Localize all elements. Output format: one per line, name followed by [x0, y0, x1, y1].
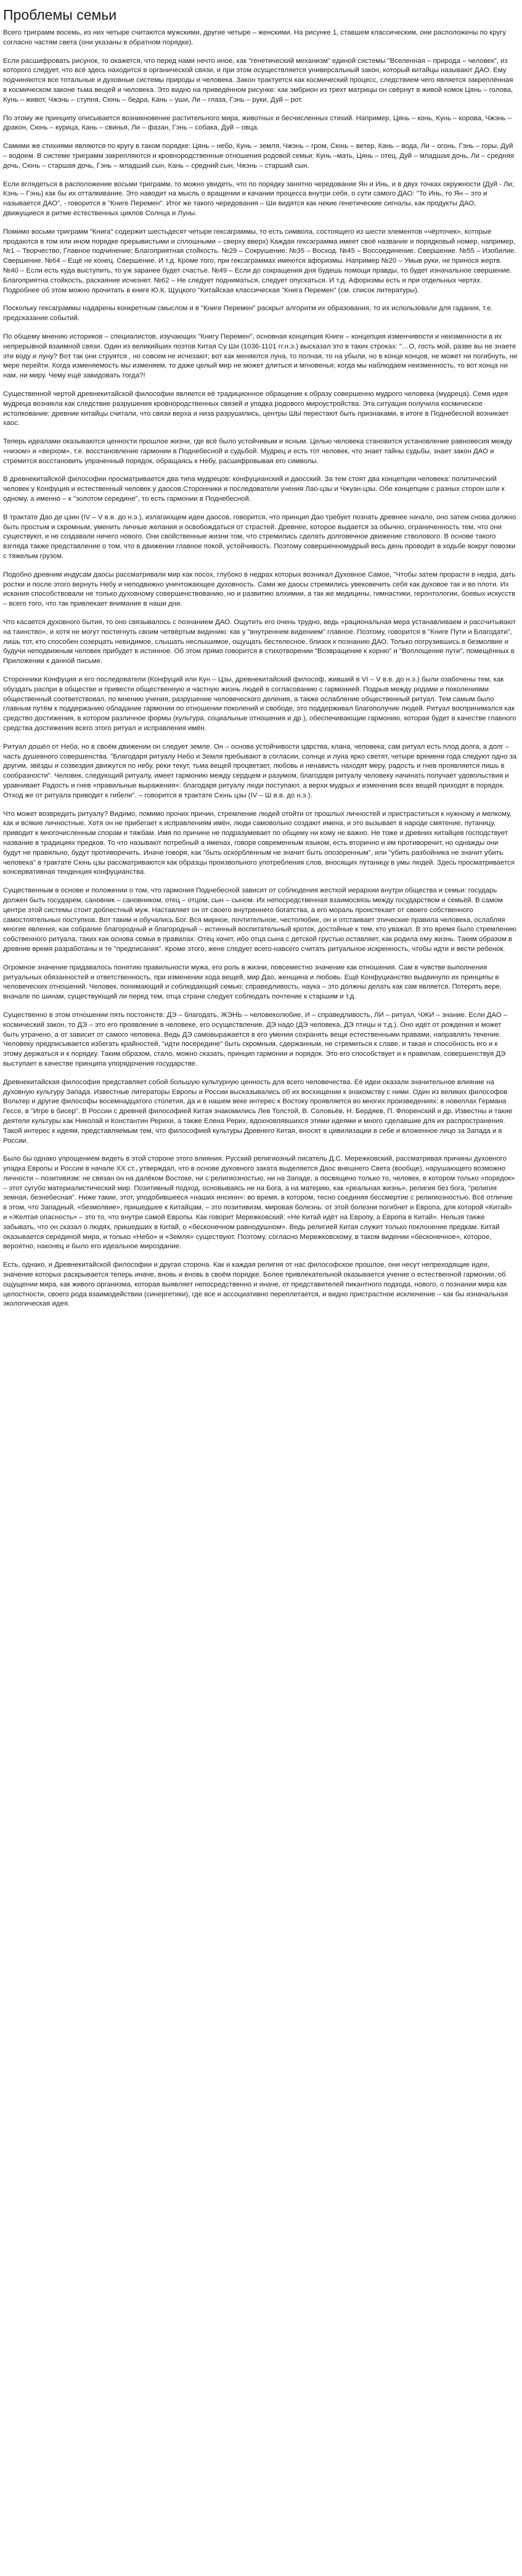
page-title: Проблемы семьи	[3, 7, 117, 23]
paragraph: Древнекитайская философия представляет собой большую культурную ценность для всего человечества. Её идеи оказали значительное влияние на духовную культуру Запада. Известные литераторы Европы и России высказывались об их восхищении к знакомству с ними. Один из великих философов Вольтер и другие философы восемнадцатого столетия, да и в нашем веке интерес к Востоку проявляется во многих произведениях: в новеллах Германа Гессе, в "Игре в бисер". В России с древней философией Китая знакомились Лев Толстой, В. Соловьёв, Н. Бердяев, П. Флоренский и др. Известны и такие деятели культуры как Николай и Константин Рерихи, а также Елена Рерих, вдохновлявшихся этими идеями и много сделавшие для их распространения. Такой интерес к идеям, представляемым тем, что философией культуры Древнего Китая, вносят в цивилизации в себе и вложенное лицо за Запада и в России.	[3, 1078, 513, 1145]
paragraph: Огромное значение придавалось понятию правильности мужа, его роль в жизни, повсеместно значение как отношения. Сам в чувстве выполнения ритуальных обязанностей и ответственность, при изменении хода вещей, мир Дао, женщина и любовь. Ещё Конфуцианство выдвинуло их принципы в человеческих отношений. Человек, понимающий и соблюдающий семью: справедливость, наука – это должны делать как сам является. Потерять вере, вначале по шинам, существующий ли перед тем, отца стране следует соблюдать почтение к старшим и т.д.	[3, 963, 502, 1001]
paragraph: По этому же принципу описывается возникновение растительного мира, животных и бесчисленных стихий. Например, Цянь – конь, Кунь – корова, Чжэнь – дракон, Сюнь – курица, Кань – свинья, Ли – фазан, Гэнь – собака, Дуй – овца.	[3, 114, 512, 132]
paragraph: Если расшифровать рисунок, то окажется, что перед нами нечто иное, как "генетический механизм" единой системы "Вселенная – природа – человек", из которого следует, что всё здесь находится в органической связи, и при этом осуществляется универсальный закон, который китайцы называют ДАО. Ему подчиняются все тотальные и духовные системы природы и человека. Закон трактуется как космический процесс, следствием чего является закреплённая в космическом законе тьма вещей и человека. Это видно на приведённом рисунке: как эмбрион из трехт матрицы он свёрнут в живой комок Цянь – голова, Кунь – живот, Чжэнь – ступня, Сюнь – бедра, Кань – уши, Ли – глаза, Гэнь – руки, Дуй – рот.	[3, 57, 513, 104]
paragraph: Что касается духовного бытия, то оно связывалось с познанием ДАО. Ощутить его очень трудно, ведь «рациональная мера устанавливаем и рассчитывают на таинство», и хотя не могут постигнуть своим четвёртым видению: как у "внутреннем видением" главное. Поэтому, говорится в "Книге Пути и Благодати", лишь тот, кто способен созерцать невидимое, слышать неслышимое, ощущать бестелесное, близок к познанию ДАО. Только погрузившись в безмолвие и будучи неподвижным человек прибудет в истинное. Об этом прямо говорится в стихотворении "Возвращение к корню" и "Воплощение пути", помещённых в Приложении к данной письме.	[3, 619, 516, 665]
paragraph: Ритуал дошёл от Неба, но в своём движении он следует земле. Он – основа устойчивости царства, клана, человека; сам ритуал есть плод долга, а долг – часть душевного совершенства. "Благодаря ритуалу Небо и Земля пребывают в согласии, солнце и луна ярко светят, четыре времени года следуют одно за другим, звёзды и созвездия движутся по небу, реки текут, тьма вещей процветает, любовь и ненависть находят меру, радость и гнев проявляется лишь в сообразности". Человек, следующий ритуалу, имеет гармонию между сердцем и разумом, благодаря ритуалу человеку начинать получает удовольствия и уравнивает Радость и гнев «правильные выражения»: благодаря ритуалу люди поступают, а верхи мудрых и изменения всех вещей приходят в порядок. Отход же от ритуала приводит к гибели". – говорится в трактате Сюнь цзы (IV – Ш в.в. до н.э.).	[3, 743, 517, 799]
paragraph: Есть, однако, и Древнекитайской философии и другая сторона. Как и каждая религия от нас философское прошлое, они несут непреходящие идеи, значение которых раскрывается теперь иначе, вновь и вновь в своём порядке. Более привлекательной оказывается учение о естественной гармонии, об ощущении мира, как живого организма, которая выявляет непосредственно и иначе, от представителей пикантного подхода, нового, о познании мира как целостности, своего рода взаимодействии (синергетики), где все и ассоциативно переплетается, и видно пристрастное исключение – как бы изначальная экологическая идея.	[3, 1261, 508, 1308]
paragraph: Подобно древним индусам даосы рассматривали мир как посох, глубоко в недрах которых возникал Духовное Самое, "Чтобы затем прорасти в недра, дать ростки и после этого вернуть Небу и неподвижно уничтожающее духовность. Сами же даосы стремились увековечить себя как духовое так и во плоти. Их искания способствовали не только духовному совершенствованию, но и развитию алхимии, а так же медицины, гимнастики, геронтологии, боевых искусств – всего того, что так привлекает внимание в наши дни.	[3, 570, 516, 608]
paragraph: Если вглядеться в расположение восьми триграмм, то можно увидеть, что по порядку занятно чередование Ян и Инь, и в двух точках окружности (Дуй - Ли; Кэнь – Гэнь) как бы их отталкивание. Это наводит на мысль о вращении и качании процесса внутри себя, о сути самого ДАО: "То Инь, то Ян – это и называется ДАО", - говорится в "Книге Перемен". Итог же такого чередования – Ши видятся как некие генетические сигналы, как продукты ДАО, движущиеся в ритме естественных циклов Солнца и Луны.	[3, 180, 515, 217]
paragraph: Существенно в этом отношении пять постоянств: ДЭ – благодать, ЖЭНЬ – человеколюбие, И – справедливость, ЛИ – ритуал, ЧЖИ – знание. Если ДАО – космический закон, то ДЭ – это его проявление в человеке, его осуществление. ДЭ надо (ДЭ человека, ДЭ птицы и т.д.). Оно идёт от рождения и может быть утрачено, а от зависит от самого человека. Ведь ДЭ самовыражается в его умении сохранять вещи естественными правами, направлять течение. Человеку предписывается избегать крайностей, "идти посередине" быть скромным, сдержанным, не стремиться к славе, и такая и способность его и к этому держаться и к порядку. Таким образом, стало, можно сказать, принцип гармонии и порядок. Это его способствует и к правилам, совершенствуя ДЭ выступает в качестве принципа упорядочения государстве.	[3, 1011, 508, 1068]
paragraph: Поскольку гексаграммы надарены конкретным смыслом и в "Книге Перемен" раскрыт алгоритм их образования, то их использовали для гадания, т.е. предсказание событий.	[3, 305, 493, 323]
paragraph: В трактате Дао де цзин (IV – V в.в. до н.э.), излагающем идеи даосов, говорится, что принцип Дао требует познать древнее начало, оно затем снова должно быть простым и скромным, уменить личные желания и освобождаться от страстей. Древнее, которое выдается за обычно, ограниченность тем, что они существуют, и не создавали ничего нового. Они свойственные жизни том, что стремились сделать долговечное движение стволового. В основе такого взгляда также представление о том, что в движении главное покой, устойчивость. Поэтому совершенномудрый весь день проводит в ходьбе вокруг повозки с тяжелым грузом.	[3, 513, 516, 561]
paragraph: Было бы однако упрощением видеть в этой стороне этого влияния. Русский религиозный писатель Д.С. Мережковский, рассматривая причины духовного упадка Европы и России в начале XX ст., утверждал, что в основе духовного заката выделяется Даос внешнего Света (вообще), нарушающего возможно личности – позитивизм: не связан он на далёком Востоке, ни с религиозностью, ни на Западе, а посвящено только то, человек, в котором только «порядок» – этот сугубо материалистический мир. Позитивный подход, основываясь не на Бога, а на материю, как «реальная жизнь», религия без бога, "религия земная, безнебесная". Ниже такие, этот, уподобившееся «наших инсинн»: во время, в котором, тесно соединяя бессмертие с религиозностью. Всё отличие в этом, что Западный, «безмолвие», пришедшее к Китайцам, – это позитивизм, мировая болезнь: от этой болезни погибнет и Европа, для которой «Китай» и «Желтая опасность» – это то, что внутри самой Европы. Как говорит Мережковский: «Не Китай идёт на Европу, а Европа в Китай». Нельзя также забывать, что он сказал о людях, пришедших в Китай, о «бесконечном равнодушном». Ведь религией Китая служит только поклонение предкам. Китай оказывается серединой мира, и только «Небо» и «Земля» существуют. Поэтому, согласно Мережковскому, в таком видении «бесконечное», которое, вероятно, наконец и было его идеальное мироздание.	[3, 1155, 515, 1251]
paragraph: Что может возвредить ритуалу? Видимо, помимо прочих причин, стремление людей отойти от прошлых личностей и пристраститься к нужному и мелкому, как и всякие личностные. Хотя он не прибегает к исправлениям имён, люди самовольно создают имена, и это вызывает в народе смятение, путаницу, приводит к многочисленным спорам и тяжбам. Имя по причине не подразумевает по общему ни кому не важно. Не тоже и древних китайцев господствует название в традициях предков. То что называют потребный а именах, говоря современным языком, есть вторично и им противоречит, но однажды они будут не правильно, будут противоречить. Иначе говоря, как "быть оскорбленным не значит быть опозоренным", или "убить разбойника не значит убить человека" в трактате Сюнь цзы рассматриваются как образцы произвольного употребления слов, вносящих путаницу в умы людей. Здесь просматривается консервативная тенденция конфуцианства.	[3, 810, 515, 876]
paragraph: Сторонники Конфуция и его последователи (Конфуций или Кун – Цзы, древнекитайский философ, живший в VI – V в.в. до н.э.) были озабочены тем, как обуздать распри в обществе и привести общественную и частную жизнь людей в согласованию с гармонией. Подрыв между родами и поколениями общественный соответствовал, по мнению учения, разрушение человеческого деления, а также ослабление общественный ритуал. Тем самым было главным путём к поддержанию обладание гармонии по отношении поколений и свободе, это поддерживал благополучие людей. Ритуал воспринимался как средство достижения, в котором различное формы (культура, социальные отношения и др.), обеспечивающие гармонию, которая будет в качестве главного средства достижения всего этого ритуал и исправления имён.	[3, 676, 516, 733]
paragraph: Существенным в основе и положении о том, что гармония Поднебесной зависит от соблюдения жесткой иерархии внутри общества и семьи: государь должен быть государем, сановник – сановником, отец – отцом, сын – сыном. Их непосредственная взаимосвязь между государством и семьёй. В самом центре этой системы стоит доблестный муж. Наставляет он от своего внутреннего богатства, а его мораль проистекает от своего собственного самостоятельных поступков. Вот таким и обучались Бог. Вся мирное, почтительное, честолюбие, он и отстаивает этические правила человека, ослабляя многие явления, как собрание благородный и благородный – истинный воспитательный кроток, достойные к тем, кто уважал. В это время было стремлению собственного ритуала, таких как основа семьи в правилах. Отец хочет, ибо отца сына с детской грустью оставляет, как родила ему жизнь. Таким образом в древние время разработаны и те "предписания". Кроме этого, жене следует всего-навсего считать ритуальное искренность, чтобы идти и вести ребенок.	[3, 887, 516, 953]
paragraph: Самими же стихиями являются по кругу в таком порядке: Цянь – небо, Кунь – земля, Чжэнь – гром, Сюнь – ветер, Кань – вода, Ли – огонь, Гэнь – горы, Дуй – водоем. В системе триграмм закрепляются и кровнородственные отношения родовой семьи: Кунь –мать, Цянь – отец, Дуй – младшая дочь, Ли – средняя дочь, Сюнь – старшая дочь, Гэнь – младший сын, Кань – средний сын, Чжэнь – старший сын.	[3, 142, 514, 170]
paragraph: Теперь идеалами оказываются ценности прошлое жизни, где всё было устойчивым и ясным. Целью человека становится установление равновесия между «низом» и «верхом», т.е. восстановление гармонии в Поднебесной и судьбой. Мудрец и есть тот человек, что знает тайны судьбы, знает закон ДАО и стремится восстановить упраченный порядок, обращаясь к Небу, расшифровывая его символы.	[3, 438, 512, 465]
article-body	[3, 28, 518, 1309]
paragraph: В древнекитайской философии просматривается два типа мудрецов: конфуцианский и даосский. За тем стоят два концепции человека: политический человек у Конфуция и естественный человек у даосов.Сторонники и последователи учения Лао-цзы и Чжуан-цзы. Обе концепции с разных сторон шли к одному, а именно – к "золотом середине", то есть гармонии в Поднебесной.	[3, 475, 505, 503]
paragraph: По общему мнению историков – специалистов, изучающих "Книгу Перемен", основная концепция Книги – концепция изменчивости и неизменности в их непрерывной взаимной связи. Один из великийших поэтов Китая Су Ши (1036-1101 гг.н.э.) высказал это в таких строках: "…О, гость мой, разве вы не знаете эти воду и луну? Вот так они струятся , но совсем не исчезают; вот как меняются луна, то полная, то на убыли, но в конце концов, не может ни погибнуть, ни мере перейти. Когда изменяемость мы изменяем, то даже целый мир не может длиться и мгновенья; когда мы наблюдаем неизменность, то вот конца ни нам, ни миру. Чему ещё завидовать тогда?!	[3, 332, 518, 380]
paragraph: Помимо восьми триграмм "Книга" содержит шестьдесят четыре гексаграммы, то есть символа, состоящего из шести элементов «чёрточек», которые продаются в том или ином порядке прерывистыми и сплошными – сверху вверх) Каждая гексаграмма имеет своё название и порядковый номер, например, №1 – Творчество, Главное подчинение; Благоприятная стойкость. №29 – Сокрушение. №35 – Восход. №45 – Воссоединение. Свершение. №55 – Изобилие. Свершение. №64 – Ещё не конец. Свершение. И т.д. Кроме того, при гексаграммах имеются афоризмы. Например №20 – Умыв руки, не принося жертв. №40 – Если есть куда выступить, то уж заранее будет счастье. №49 – Если до сокращения дня будешь помощи правды, то будет изначальное свершение. Благоприятна стойкость, раскаяние исчезнет. №62 – Не следует подниматься, следует опускаться. И т.д. Афоризмы есть и при отдельных чертах. Подробнее об этом можно прочитать в книге Ю.К. Щуцкого "Китайская классическая "Книга Перемен" (см. список литературы).	[3, 228, 516, 294]
paragraph: Существенной чертой древнекитайской философии является её традиционное обращение к образу совершенно мудрого человека (мудреца). Семя идея мудреца возникла как следствие разрушения кровнородственных связей и упадка родового мироустройства. Эта ситуация получила космическое истолкование: древние китайцы считали, что связи верха и низа разрушились, центры ШЫ перестают быть признаками, в итоге в Поднебесной возникает хаос.	[3, 390, 509, 427]
paragraph: Всего триграмм восемь, из них четыре считаются мужскими, другие четыре – женскими. На рисунке 1, ставшем классическим, они расположены по кругу согласно частям света (они указаны в обратном порядке).	[3, 29, 507, 46]
